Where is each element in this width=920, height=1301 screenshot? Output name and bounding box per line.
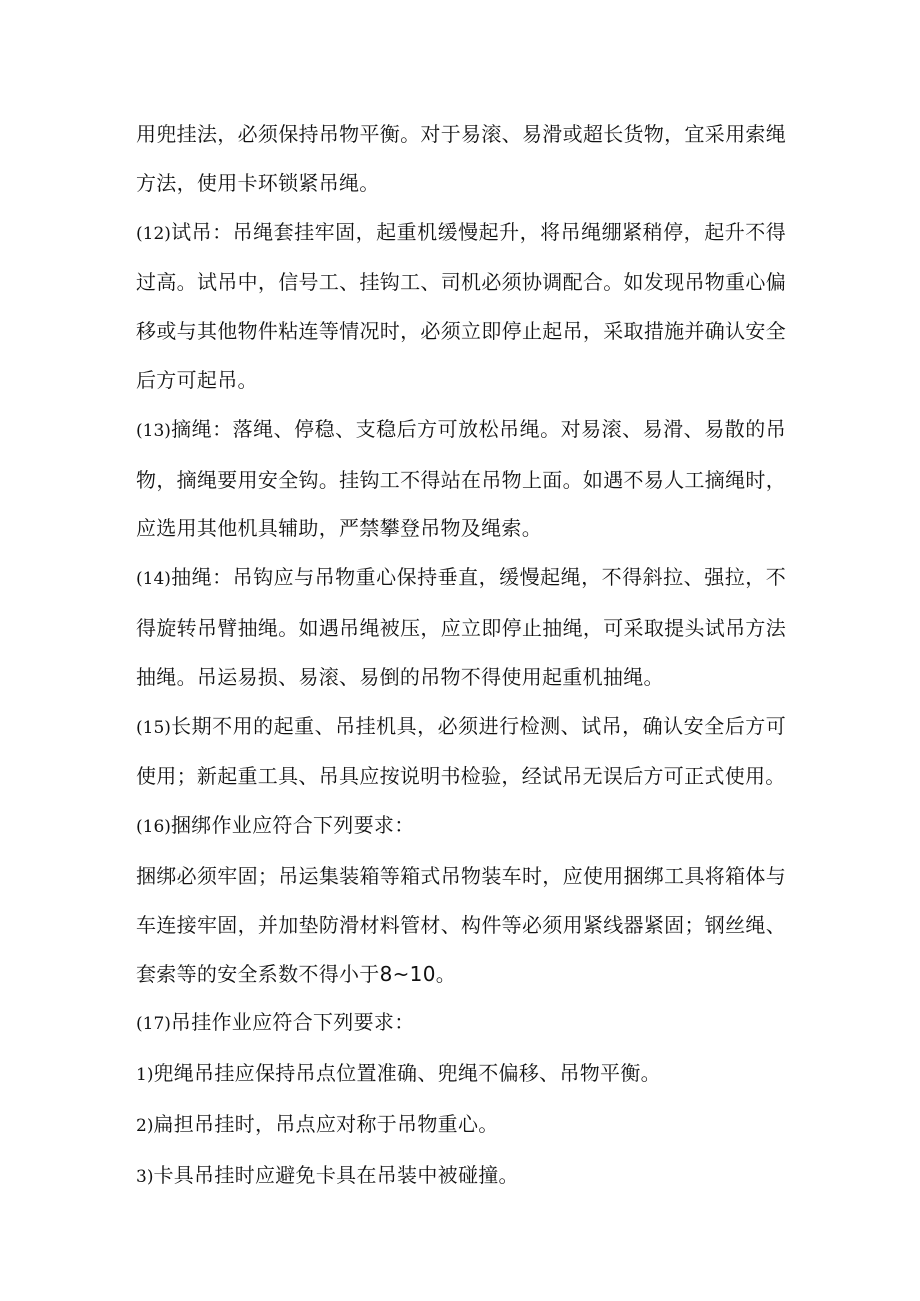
- list-item-1: [136, 1049, 786, 1100]
- paragraph-17-hanging-requirements: [136, 998, 786, 1049]
- paragraph-binding-details: [136, 852, 786, 998]
- document-page: [136, 110, 786, 1202]
- paragraph-14-pull-rope: [136, 553, 786, 701]
- paragraph-text: 试吊：吊绳套挂牢固，起重机缓慢起升，将吊绳绷紧稍停，起升不得过高。试吊中，信号工、挂钩工、司机必须协调配合。如发现吊物重心偏移或与其他物件粘连等情况时，必须立即停止起吊，采取措施并确认安全后方可起吊。: [136, 219, 786, 392]
- paragraph-15-unused-equipment: [136, 702, 786, 802]
- paragraph-continuation: [136, 110, 786, 208]
- paragraph-number: (16): [136, 817, 171, 838]
- paragraph-number: (12): [136, 223, 171, 244]
- paragraph-text: 捆绑必须牢固；吊运集装箱等箱式吊物装车时，应使用捆绑工具将箱体与车连接牢固，并加垫防滑材料管材、构件等必须用紧线器紧固；钢丝绳、套索等的安全系数不得小于8~10。: [136, 863, 786, 986]
- paragraph-16-binding-requirements: [136, 801, 786, 852]
- list-item-number: 2): [136, 1115, 154, 1136]
- paragraph-number: (14): [136, 569, 171, 590]
- list-item-number: 1): [136, 1065, 154, 1086]
- paragraph-number: (17): [136, 1014, 171, 1035]
- paragraph-text: 抽绳：吊钩应与吊物重心保持垂直，缓慢起绳，不得斜拉、强拉，不得旋转吊臂抽绳。如遇吊绳被压，应立即停止抽绳，可采取提头试吊方法抽绳。吊运易损、易滚、易倒的吊物不得使用起重机抽绳。: [136, 565, 786, 689]
- list-item-2: [136, 1100, 786, 1151]
- paragraph-text: 吊挂作业应符合下列要求：: [170, 1010, 415, 1035]
- list-item-text: 兜绳吊挂应保持吊点位置准确、兜绳不偏移、吊物平衡。: [153, 1061, 661, 1086]
- paragraph-text: 捆绑作业应符合下列要求：: [170, 813, 415, 838]
- paragraph-13-unhook-rope: [136, 405, 786, 553]
- paragraph-number: (13): [136, 420, 171, 441]
- paragraph-text: 长期不用的起重、吊挂机具，必须进行检测、试吊，确认安全后方可使用；新起重工具、吊具应按说明书检验，经试吊无误后方可正式使用。: [136, 713, 786, 789]
- list-item-text: 卡具吊挂时应避免卡具在吊装中被碰撞。: [153, 1162, 519, 1187]
- list-item-3: [136, 1151, 786, 1202]
- list-item-text: 扁担吊挂时，吊点应对称于吊物重心。: [153, 1111, 499, 1136]
- paragraph-12-trial-lift: [136, 208, 786, 405]
- paragraph-number: (15): [136, 717, 171, 738]
- list-item-number: 3): [136, 1166, 154, 1187]
- paragraph-text: 用兜挂法，必须保持吊物平衡。对于易滚、易滑或超长货物，宜采用索绳方法，使用卡环锁紧吊绳。: [136, 122, 786, 195]
- paragraph-text: 摘绳：落绳、停稳、支稳后方可放松吊绳。对易滚、易滑、易散的吊物，摘绳要用安全钩。挂钩工不得站在吊物上面。如遇不易人工摘绳时，应选用其他机具辅助，严禁攀登吊物及绳索。: [136, 416, 786, 541]
